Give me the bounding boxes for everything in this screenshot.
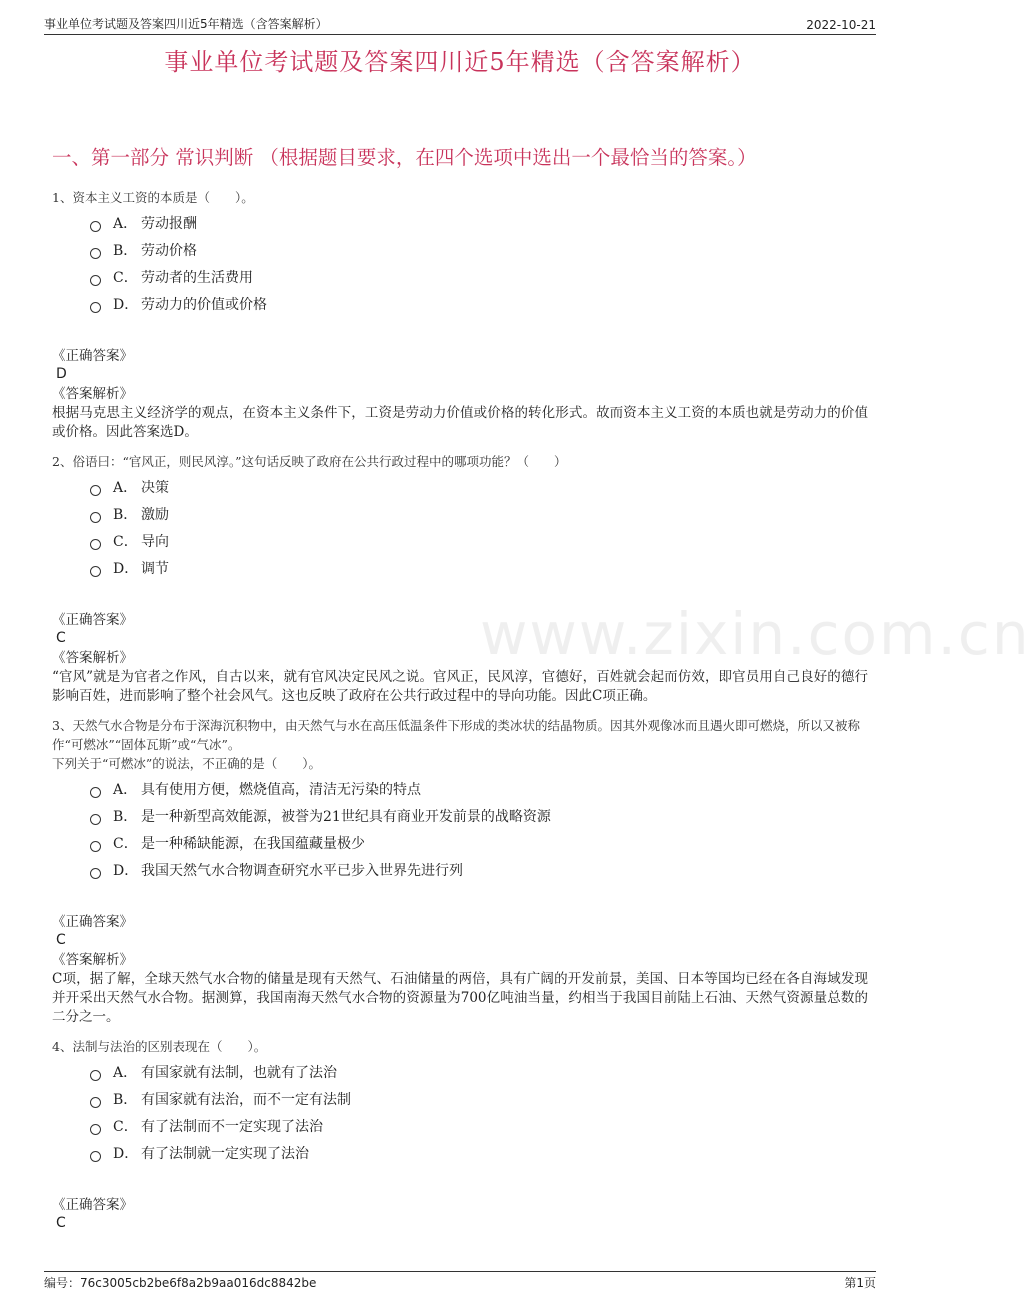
- radio-icon[interactable]: [90, 841, 101, 852]
- option-key: C．: [113, 269, 138, 286]
- option-d[interactable]: [90, 290, 868, 317]
- radio-icon[interactable]: [90, 1124, 101, 1135]
- option-a[interactable]: [90, 775, 868, 802]
- option-key: D．: [113, 296, 139, 313]
- option-a[interactable]: [90, 473, 868, 500]
- answer-label: 《正确答案》: [52, 914, 133, 930]
- option-d[interactable]: [90, 856, 868, 883]
- watermark: www.zixin.com.cn: [480, 600, 1031, 668]
- option-b[interactable]: [90, 236, 868, 263]
- option-b[interactable]: [90, 802, 868, 829]
- header-doc-title: 事业单位考试题及答案四川近5年精选（含答案解析）: [44, 17, 328, 31]
- option-text: 有国家就有法制，也就有了法治: [141, 1064, 337, 1081]
- answer-label: 《正确答案》: [52, 612, 133, 628]
- document-code: 编号：76c3005cb2be6f8a2b9aa016dc8842be: [44, 1276, 317, 1290]
- option-a[interactable]: [90, 1058, 868, 1085]
- option-text: 有国家就有法治，而不一定有法制: [141, 1091, 351, 1108]
- option-key: B．: [113, 1091, 138, 1108]
- option-text: 有了法制而不一定实现了法治: [141, 1118, 323, 1135]
- option-text: 我国天然气水合物调查研究水平已步入世界先进行列: [141, 862, 463, 879]
- option-list: [90, 209, 868, 317]
- radio-icon[interactable]: [90, 539, 101, 550]
- option-c[interactable]: [90, 1112, 868, 1139]
- question-text: 3、天然气水合物是分布于深海沉积物中，由天然气与水在高压低温条件下形成的类冰状的结晶物质。因其外观像冰而且遇火即可燃烧，所以又被称作“可燃冰”“固体瓦斯”或“气冰”。: [52, 718, 860, 752]
- question-subtext: 下列关于“可燃冰”的说法，不正确的是（ ）。: [52, 756, 322, 771]
- option-key: C．: [113, 1118, 138, 1135]
- question-2: [52, 452, 868, 706]
- radio-icon[interactable]: [90, 248, 101, 259]
- question-text: 4、法制与法治的区别表现在（ ）。: [52, 1039, 267, 1054]
- answer-label: 《正确答案》: [52, 1197, 133, 1213]
- explanation-label: 《答案解析》: [52, 650, 133, 666]
- radio-icon[interactable]: [90, 302, 101, 313]
- option-key: B．: [113, 808, 138, 825]
- explanation-label: 《答案解析》: [52, 386, 133, 402]
- option-key: B．: [113, 242, 138, 259]
- option-key: A．: [113, 215, 138, 232]
- radio-icon[interactable]: [90, 1070, 101, 1081]
- option-key: D．: [113, 560, 139, 577]
- radio-icon[interactable]: [90, 814, 101, 825]
- option-c[interactable]: [90, 829, 868, 856]
- question-text: 2、俗语曰：“官风正，则民风淳。”这句话反映了政府在公共行政过程中的哪项功能？（ ）: [52, 454, 567, 469]
- option-c[interactable]: [90, 263, 868, 290]
- document-title: 事业单位考试题及答案四川近5年精选（含答案解析）: [164, 48, 756, 76]
- page-number: 第1页: [844, 1276, 876, 1290]
- explanation-label: 《答案解析》: [52, 952, 133, 968]
- header-date: 2022-10-21: [806, 18, 876, 32]
- radio-icon[interactable]: [90, 512, 101, 523]
- option-b[interactable]: [90, 1085, 868, 1112]
- option-text: 具有使用方便，燃烧值高，清洁无污染的特点: [141, 781, 421, 798]
- option-text: 劳动者的生活费用: [141, 269, 253, 286]
- option-d[interactable]: [90, 554, 868, 581]
- answer-value: D: [56, 366, 67, 382]
- option-key: A．: [113, 479, 138, 496]
- page-footer: [44, 1271, 876, 1294]
- question-list: [52, 188, 868, 1232]
- radio-icon[interactable]: [90, 1151, 101, 1162]
- radio-icon[interactable]: [90, 1097, 101, 1108]
- option-key: D．: [113, 1145, 139, 1162]
- option-text: 有了法制就一定实现了法治: [141, 1145, 309, 1162]
- option-key: B．: [113, 506, 138, 523]
- option-key: A．: [113, 781, 138, 798]
- radio-icon[interactable]: [90, 221, 101, 232]
- answer-value: C: [56, 1215, 66, 1231]
- option-list: [90, 1058, 868, 1166]
- option-text: 调节: [141, 560, 169, 577]
- radio-icon[interactable]: [90, 485, 101, 496]
- option-text: 是一种新型高效能源，被誉为21世纪具有商业开发前景的战略资源: [141, 808, 551, 825]
- radio-icon[interactable]: [90, 566, 101, 577]
- option-key: C．: [113, 835, 138, 852]
- option-a[interactable]: [90, 209, 868, 236]
- answer-value: C: [56, 630, 66, 646]
- option-text: 导向: [141, 533, 169, 550]
- radio-icon[interactable]: [90, 868, 101, 879]
- answer-label: 《正确答案》: [52, 348, 133, 364]
- radio-icon[interactable]: [90, 787, 101, 798]
- explanation-text: C项，据了解，全球天然气水合物的储量是现有天然气、石油储量的两倍，具有广阔的开发前景，美国、日本等国均已经在各自海域发现并开采出天然气水合物。据测算，我国南海天然气水合物的资源量为700亿吨油当量，约相当于我国目前陆上石油、天然气资源量总数的二分之一。: [52, 971, 868, 1025]
- question-text: 1、资本主义工资的本质是（ ）。: [52, 190, 254, 205]
- option-text: 劳动力的价值或价格: [141, 296, 267, 313]
- option-text: 劳动价格: [141, 242, 197, 259]
- option-d[interactable]: [90, 1139, 868, 1166]
- question-4: [52, 1037, 868, 1232]
- explanation-text: “官风”就是为官者之作风，自古以来，就有官风决定民风之说。官风正，民风淳，官德好，百姓就会起而仿效，即官员用自己良好的德行影响百姓，进而影响了整个社会风气。这也反映了政府在公共行政过程中的导向功能。因此C项正确。: [52, 669, 868, 704]
- option-key: A．: [113, 1064, 138, 1081]
- option-text: 是一种稀缺能源，在我国蕴藏量极少: [141, 835, 365, 852]
- option-text: 劳动报酬: [141, 215, 197, 232]
- radio-icon[interactable]: [90, 275, 101, 286]
- explanation-text: 根据马克思主义经济学的观点，在资本主义条件下，工资是劳动力价值或价格的转化形式。故而资本主义工资的本质也就是劳动力的价值或价格。因此答案选D。: [52, 405, 868, 440]
- page-header: [44, 12, 876, 35]
- question-1: [52, 188, 868, 442]
- option-c[interactable]: [90, 527, 868, 554]
- option-list: [90, 473, 868, 581]
- question-3: [52, 716, 868, 1027]
- option-text: 决策: [141, 479, 169, 496]
- option-key: C．: [113, 533, 138, 550]
- option-text: 激励: [141, 506, 169, 523]
- section-heading: 一、第一部分 常识判断 （根据题目要求，在四个选项中选出一个最恰当的答案。）: [52, 146, 757, 169]
- option-list: [90, 775, 868, 883]
- answer-value: C: [56, 932, 66, 948]
- option-key: D．: [113, 862, 139, 879]
- option-b[interactable]: [90, 500, 868, 527]
